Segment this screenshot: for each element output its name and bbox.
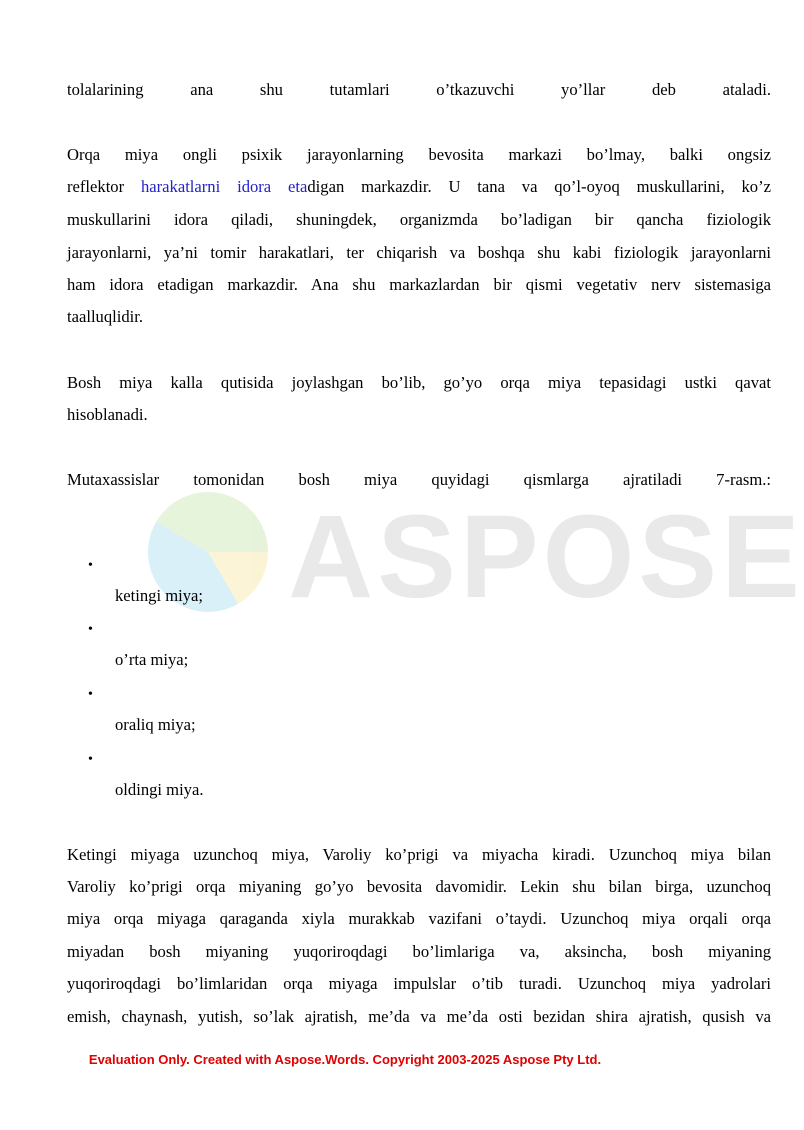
paragraph-1-line-1: tolalarining ana shu tutamlari o’tkazuvchi yo’llar deb ataladi. bbox=[67, 80, 771, 99]
paragraph-5-line-6: emish, chaynash, yutish, so’lak ajratish, me’da va me’da osti bezidan shira ajratish, qusish va bbox=[67, 1007, 771, 1026]
paragraph-3-line-1: Bosh miya kalla qutisida joylashgan bo’lib, go’yo orqa miya tepasidagi ustki qavat bbox=[67, 373, 771, 392]
paragraph-4-line-1: Mutaxassislar tomonidan bosh miya quyidagi qismlarga ajratiladi 7-rasm.: bbox=[67, 470, 771, 489]
list-item: oraliq miya; bbox=[115, 715, 196, 734]
paragraph-5-line-2: Varoliy ko’prigi orqa miyaning go’yo bevosita davomidir. Lekin shu bilan birga, uzunchoq bbox=[67, 877, 771, 896]
evaluation-footer: Evaluation Only. Created with Aspose.Words. Copyright 2003-2025 Aspose Pty Ltd. bbox=[88, 1052, 602, 1067]
paragraph-2-line-5: ham idora etadigan markazdir. Ana shu markazlardan bir qismi vegetativ nerv sistemasiga bbox=[67, 275, 771, 294]
paragraph-5-line-1: Ketingi miyaga uzunchoq miya, Varoliy ko’prigi va miyacha kiradi. Uzunchoq miya bilan bbox=[67, 845, 771, 864]
paragraph-3-line-2: hisoblanadi. bbox=[67, 405, 148, 424]
paragraph-2-line-2 bbox=[67, 177, 771, 197]
bullet-icon: • bbox=[88, 558, 93, 573]
paragraph-2-line-6: taalluqlidir. bbox=[67, 307, 144, 326]
paragraph-2-text: reflektor bbox=[67, 177, 141, 196]
paragraph-5-line-3: miya orqa miyaga qaraganda xiyla murakkab vazifani o’taydi. Uzunchoq miya orqali orqa bbox=[67, 909, 771, 928]
paragraph-5-line-5: yuqoriroqdagi bo’limlaridan orqa miyaga impulslar o’tib turadi. Uzunchoq miya yadrolari bbox=[67, 974, 771, 993]
bullet-icon: • bbox=[88, 752, 93, 767]
bullet-icon: • bbox=[88, 622, 93, 637]
list-item: ketingi miya; bbox=[115, 586, 204, 605]
paragraph-2-line-4: jarayonlarni, ya’ni tomir harakatlari, ter chiqarish va boshqa shu kabi fiziologik jarayonlarni bbox=[67, 243, 771, 262]
paragraph-2-line-1: Orqa miya ongli psixik jarayonlarning bevosita markazi bo’lmay, balki ongsiz bbox=[67, 145, 771, 164]
paragraph-2-text: digan markazdir. U tana va qo’l-oyoq muskullarini, ko’z bbox=[307, 177, 771, 196]
list-item: o’rta miya; bbox=[115, 650, 189, 669]
paragraph-2-line-3: muskullarini idora qiladi, shuningdek, organizmda bo’ladigan bir qancha fiziologik bbox=[67, 210, 771, 229]
hyperlink-text[interactable]: harakatlarni idora eta bbox=[140, 177, 308, 196]
watermark-text: ASPOSE bbox=[288, 491, 804, 623]
list-item: oldingi miya. bbox=[115, 780, 204, 799]
paragraph-5-line-4: miyadan bosh miyaning yuqoriroqdagi bo’limlariga va, aksincha, bosh miyaning bbox=[67, 942, 771, 961]
bullet-icon: • bbox=[88, 687, 93, 702]
